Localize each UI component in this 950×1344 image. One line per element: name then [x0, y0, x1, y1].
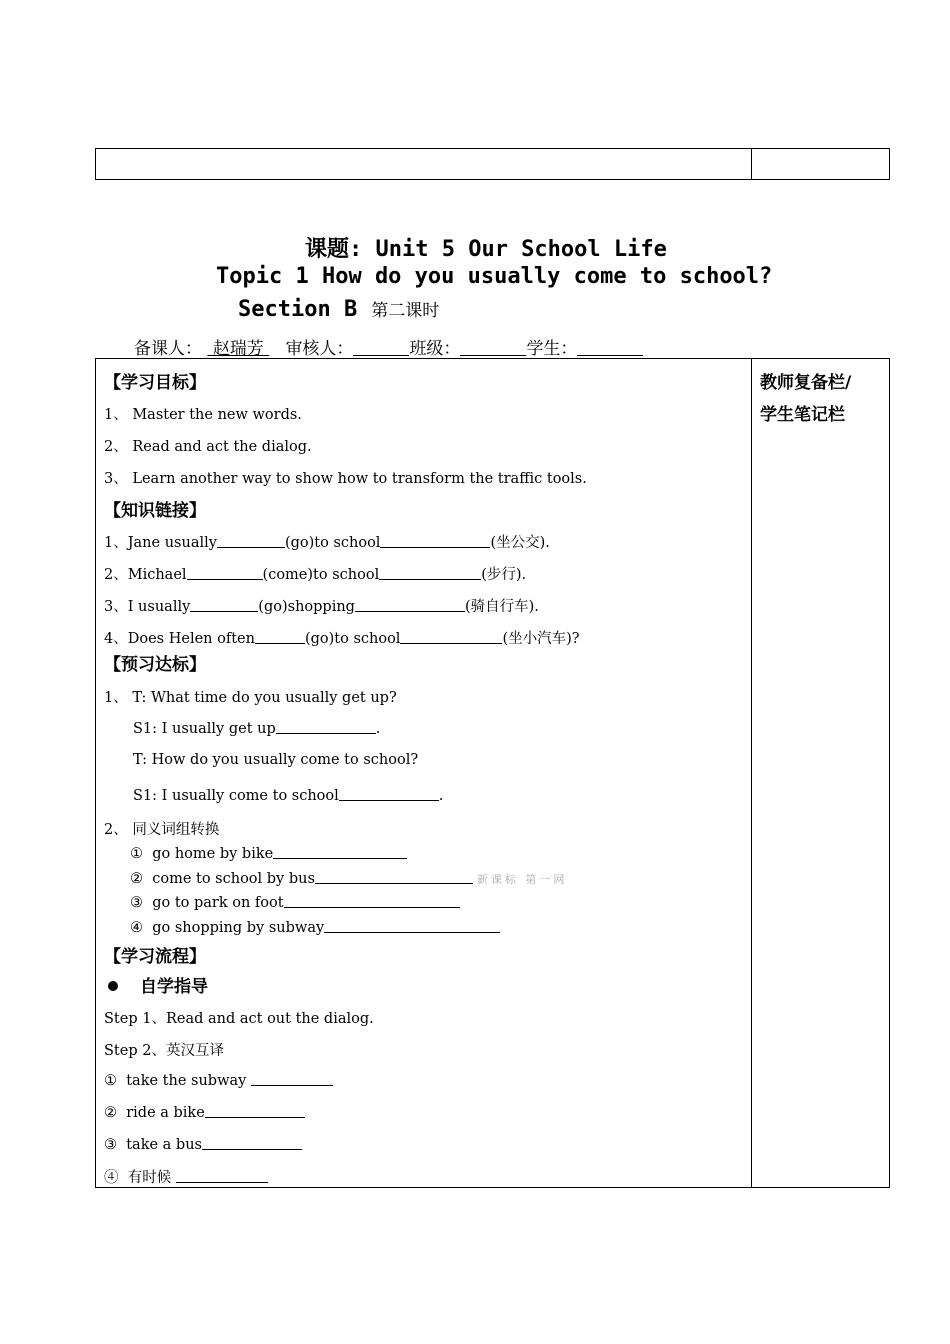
self-study-heading: 自学指导 — [108, 972, 208, 997]
notes-column-header: 教师复备栏/ 学生笔记栏 — [760, 373, 852, 425]
section-title: Section B 第二课时 — [238, 297, 440, 322]
bullet-icon — [108, 981, 118, 991]
step-line: Step 1、Read and act out the dialog. — [104, 1011, 374, 1027]
reviewer-blank[interactable] — [353, 337, 409, 356]
preview-heading: 【预习达标】 — [104, 655, 206, 675]
answer-blank[interactable] — [339, 786, 439, 801]
link-question-3: 3、I usually (go)shopping (骑自行车). — [104, 599, 539, 615]
preparer-name: 赵瑞芳 — [212, 339, 264, 359]
link-question-2: 2、Michael (come)to school (步行). — [104, 567, 527, 583]
goals-heading: 【学习目标】 — [104, 373, 206, 393]
answer-blank[interactable] — [273, 844, 407, 859]
header-table — [95, 148, 890, 180]
prep-info-line: 备课人： 赵瑞芳 审核人： 班级： 学生： — [134, 334, 643, 359]
link-question-1: 1、Jane usually (go)to school (坐公交). — [104, 535, 550, 551]
answer-blank[interactable] — [251, 1071, 333, 1086]
synonym-item: ③ go to park on foot — [130, 893, 460, 911]
topic-title: Topic 1 How do you usually come to school? — [216, 264, 773, 289]
answer-blank[interactable] — [255, 629, 305, 644]
answer-blank[interactable] — [284, 893, 460, 908]
synonym-item: ② come to school by bus 新课标 第一网 — [130, 871, 568, 887]
watermark-text: 新课标 第一网 — [476, 873, 568, 886]
translate-item: ③ take a bus — [104, 1135, 302, 1153]
translate-item: ④ 有时候 — [104, 1166, 268, 1187]
dialog-line: S1: I usually get up . — [133, 721, 381, 737]
translate-item: ① take the subway — [104, 1071, 333, 1089]
dialog-line: S1: I usually come to school . — [133, 788, 444, 804]
dialog-line: 1、 T: What time do you usually get up? — [104, 690, 397, 706]
process-heading: 【学习流程】 — [104, 947, 206, 967]
answer-blank[interactable] — [379, 565, 481, 580]
answer-blank[interactable] — [190, 597, 258, 612]
translate-item: ② ride a bike — [104, 1103, 305, 1121]
goal-item: 3、 Learn another way to show how to transform the traffic tools. — [104, 471, 587, 487]
synonym-item: ① go home by bike — [130, 844, 407, 862]
answer-blank[interactable] — [380, 533, 490, 548]
answer-blank[interactable] — [217, 533, 285, 548]
dialog-line: T: How do you usually come to school? — [133, 752, 419, 768]
answer-blank[interactable] — [276, 719, 376, 734]
synonym-heading: 2、 同义词组转换 — [104, 822, 220, 838]
answer-blank[interactable] — [400, 629, 502, 644]
answer-blank[interactable] — [315, 869, 473, 884]
step-line: Step 2、英汉互译 — [104, 1043, 224, 1059]
lesson-title: 课题: Unit 5 Our School Life — [305, 237, 667, 262]
answer-blank[interactable] — [187, 565, 263, 580]
synonym-item: ④ go shopping by subway — [130, 918, 500, 936]
links-heading: 【知识链接】 — [104, 501, 206, 521]
link-question-4: 4、Does Helen often (go)to school (坐小汽车)? — [104, 631, 580, 647]
answer-blank[interactable] — [324, 918, 500, 933]
answer-blank[interactable] — [176, 1168, 268, 1183]
lesson-period: 第二课时 — [371, 301, 440, 321]
goal-item: 2、 Read and act the dialog. — [104, 439, 312, 455]
answer-blank[interactable] — [202, 1135, 302, 1150]
class-blank[interactable] — [460, 337, 526, 356]
goal-item: 1、 Master the new words. — [104, 407, 302, 423]
student-blank[interactable] — [577, 337, 643, 356]
answer-blank[interactable] — [205, 1103, 305, 1118]
answer-blank[interactable] — [355, 597, 465, 612]
